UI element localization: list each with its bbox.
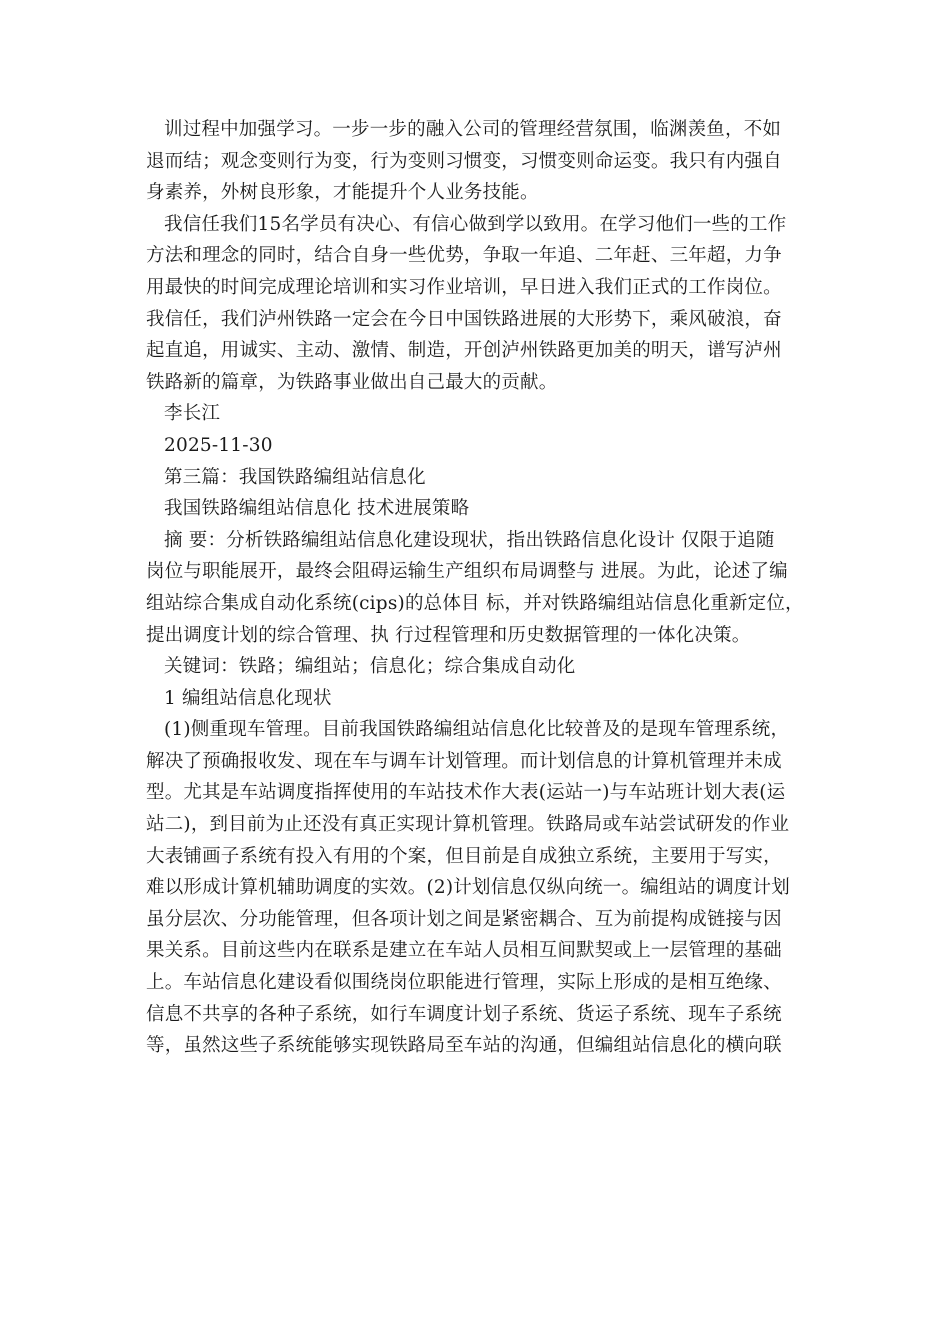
text-line: 铁路新的篇章，为铁路事业做出自己最大的贡献。 <box>146 371 558 393</box>
text-line: 虽分层次、分功能管理，但各项计划之间是紧密耦合、互为前提构成链接与因 <box>146 908 782 930</box>
text-line: 身素养，外树良形象，才能提升个人业务技能。 <box>146 182 539 204</box>
abstract-line: 提出调度计划的综合管理、执 行过程管理和历史数据管理的一体化决策。 <box>146 624 751 646</box>
abstract-line: 摘 要：分析铁路编组站信息化建设现状，指出铁路信息化设计 仅限于追随 <box>164 529 775 551</box>
author-name: 李长江 <box>164 403 221 425</box>
section-heading: 第三篇：我国铁路编组站信息化 <box>164 466 426 488</box>
abstract-line: 组站综合集成自动化系统(cips)的总体目 标，并对铁路编组站信息化重新定位， <box>146 592 804 614</box>
keywords-line: 关键词：铁路；编组站；信息化；综合集成自动化 <box>164 656 576 678</box>
article-title: 我国铁路编组站信息化 技术进展策略 <box>164 498 470 520</box>
text-line: 用最快的时间完成理论培训和实习作业培训，早日进入我们正式的工作岗位。 <box>146 276 782 298</box>
abstract-line: 岗位与职能展开，最终会阻碍运输生产组织布局调整与 进展。为此，论述了编 <box>146 561 788 583</box>
text-line: 信息不共享的各种子系统，如行车调度计划子系统、货运子系统、现车子系统 <box>146 1003 782 1025</box>
text-line: 站二)，到目前为止还没有真正实现计算机管理。铁路局或车站尝试研发的作业 <box>146 814 790 836</box>
text-line: 训过程中加强学习。一步一步的融入公司的管理经营氛围，临渊羡鱼，不如 <box>164 119 782 140</box>
text-line: 我信任，我们泸州铁路一定会在今日中国铁路进展的大形势下，乘风破浪，奋 <box>146 308 782 330</box>
text-line: 果关系。目前这些内在联系是建立在车站人员相互间默契或上一层管理的基础 <box>146 940 782 962</box>
subsection-heading: 1 编组站信息化现状 <box>164 687 332 709</box>
text-line: 我信任我们15名学员有决心、有信心做到学以致用。在学习他们一些的工作 <box>164 213 787 235</box>
text-line: 退而结；观念变则行为变，行为变则习惯变，习惯变则命运变。我只有内强自 <box>146 150 782 172</box>
text-line: (1)侧重现车管理。目前我国铁路编组站信息化比较普及的是现车管理系统， <box>164 719 790 741</box>
document-body <box>146 114 826 1062</box>
text-line: 等，虽然这些子系统能够实现铁路局至车站的沟通，但编组站信息化的横向联 <box>146 1035 782 1057</box>
date-line: 2025-11-30 <box>164 434 273 456</box>
text-line: 方法和理念的同时，结合自身一些优势，争取一年追、二年赶、三年超，力争 <box>146 245 782 267</box>
text-line: 上。车站信息化建设看似围绕岗位职能进行管理，实际上形成的是相互绝缘、 <box>146 972 782 994</box>
text-line: 难以形成计算机辅助调度的实效。(2)计划信息仅纵向统一。编组站的调度计划 <box>146 877 790 899</box>
text-line: 大表铺画子系统有投入有用的个案，但目前是自成独立系统，主要用于写实， <box>146 845 782 867</box>
text-line: 起直追，用诚实、主动、激情、制造，开创泸州铁路更加美的明天，谱写泸州 <box>146 340 782 362</box>
text-line: 型。尤其是车站调度指挥使用的车站技术作大表(运站一)与车站班计划大表(运 <box>146 782 786 804</box>
text-line: 解决了预确报收发、现在车与调车计划管理。而计划信息的计算机管理并未成 <box>146 750 782 772</box>
